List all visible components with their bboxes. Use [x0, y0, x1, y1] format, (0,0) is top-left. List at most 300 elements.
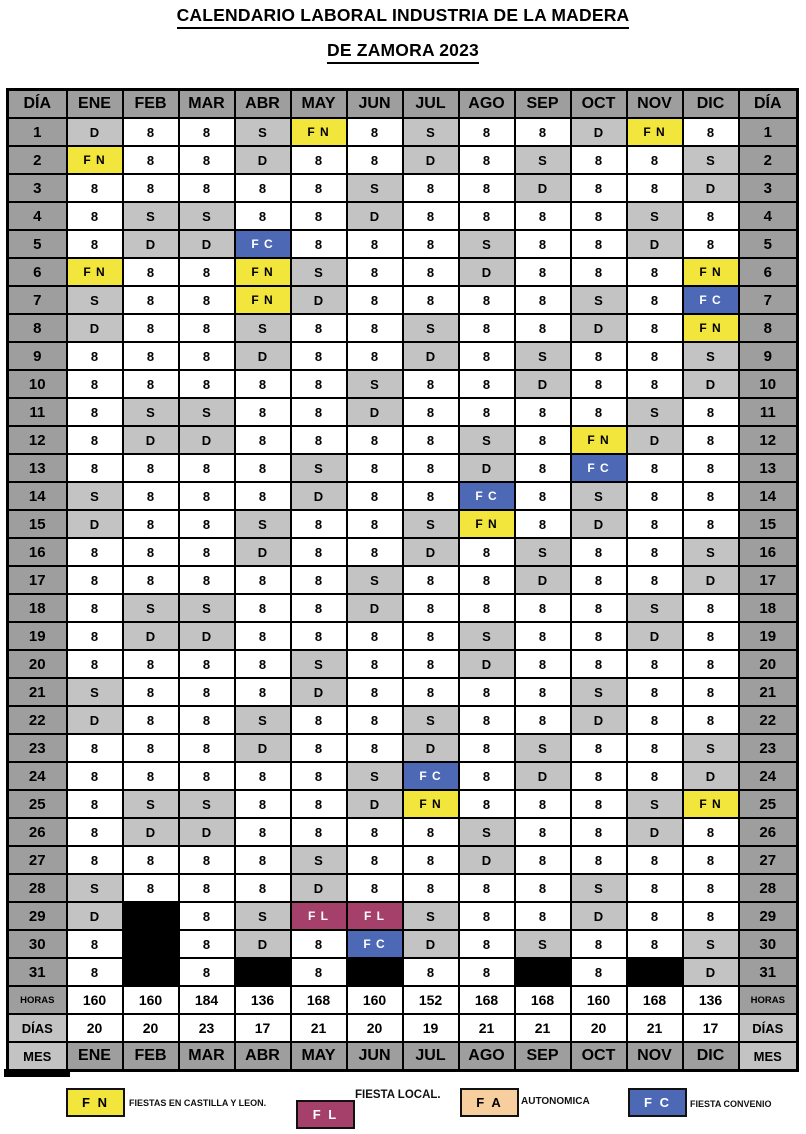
day-cell-dic-18: 8: [683, 594, 739, 622]
day-cell-may-25: 8: [291, 790, 347, 818]
day-cell-feb-1: 8: [123, 118, 179, 146]
day-cell-jul-21: 8: [403, 678, 459, 706]
day-cell-ago-14: F C: [459, 482, 515, 510]
day-cell-jul-24: F C: [403, 762, 459, 790]
day-cell-dic-25: F N: [683, 790, 739, 818]
day-cell-sep-29: 8: [515, 902, 571, 930]
day-cell-mar-1: 8: [179, 118, 235, 146]
day-cell-mar-12: D: [179, 426, 235, 454]
day-number: 31: [8, 958, 67, 986]
day-cell-ago-29: 8: [459, 902, 515, 930]
day-number: 17: [8, 566, 67, 594]
day-cell-ago-16: 8: [459, 538, 515, 566]
day-cell-sep-13: 8: [515, 454, 571, 482]
day-cell-jul-14: 8: [403, 482, 459, 510]
horas-label: HORAS: [739, 986, 798, 1014]
day-cell-may-9: 8: [291, 342, 347, 370]
day-cell-nov-9: 8: [627, 342, 683, 370]
day-cell-sep-26: 8: [515, 818, 571, 846]
day-cell-nov-10: 8: [627, 370, 683, 398]
day-cell-nov-30: 8: [627, 930, 683, 958]
day-cell-oct-6: 8: [571, 258, 627, 286]
day-cell-feb-20: 8: [123, 650, 179, 678]
day-cell-feb-14: 8: [123, 482, 179, 510]
day-cell-jul-20: 8: [403, 650, 459, 678]
day-number: 8: [739, 314, 798, 342]
day-cell-dic-5: 8: [683, 230, 739, 258]
day-cell-mar-31: 8: [179, 958, 235, 986]
day-cell-feb-10: 8: [123, 370, 179, 398]
day-cell-may-26: 8: [291, 818, 347, 846]
day-cell-ene-19: 8: [67, 622, 123, 650]
day-cell-ago-6: D: [459, 258, 515, 286]
horas-nov: 168: [627, 986, 683, 1014]
day-cell-ene-11: 8: [67, 398, 123, 426]
day-cell-mar-2: 8: [179, 146, 235, 174]
day-cell-feb-28: 8: [123, 874, 179, 902]
day-cell-jul-13: 8: [403, 454, 459, 482]
day-cell-mar-24: 8: [179, 762, 235, 790]
day-cell-dic-16: S: [683, 538, 739, 566]
day-cell-oct-2: 8: [571, 146, 627, 174]
day-number: 12: [739, 426, 798, 454]
day-cell-may-15: 8: [291, 510, 347, 538]
day-cell-dic-17: D: [683, 566, 739, 594]
day-number: 2: [739, 146, 798, 174]
day-cell-ago-5: S: [459, 230, 515, 258]
day-number: 6: [739, 258, 798, 286]
day-cell-nov-31: [627, 958, 683, 986]
day-cell-dic-19: 8: [683, 622, 739, 650]
day-cell-jun-1: 8: [347, 118, 403, 146]
day-cell-abr-10: 8: [235, 370, 291, 398]
day-cell-dic-27: 8: [683, 846, 739, 874]
day-cell-jun-28: 8: [347, 874, 403, 902]
day-cell-abr-3: 8: [235, 174, 291, 202]
day-cell-abr-23: D: [235, 734, 291, 762]
day-cell-jun-10: S: [347, 370, 403, 398]
day-cell-jul-16: D: [403, 538, 459, 566]
day-cell-dic-13: 8: [683, 454, 739, 482]
day-cell-jul-1: S: [403, 118, 459, 146]
month-header-sep: SEP: [515, 90, 571, 119]
day-cell-dic-4: 8: [683, 202, 739, 230]
day-number: 15: [739, 510, 798, 538]
day-cell-dic-31: D: [683, 958, 739, 986]
day-cell-mar-22: 8: [179, 706, 235, 734]
day-number: 24: [8, 762, 67, 790]
day-cell-jul-8: S: [403, 314, 459, 342]
legend-box-fl: F L: [296, 1100, 355, 1129]
day-cell-may-8: 8: [291, 314, 347, 342]
day-cell-jul-22: S: [403, 706, 459, 734]
day-corner-header: DÍA: [8, 90, 67, 119]
day-number: 1: [8, 118, 67, 146]
day-cell-jul-2: D: [403, 146, 459, 174]
day-cell-oct-21: S: [571, 678, 627, 706]
day-cell-ago-20: D: [459, 650, 515, 678]
day-cell-ene-15: D: [67, 510, 123, 538]
day-cell-dic-11: 8: [683, 398, 739, 426]
day-cell-nov-11: S: [627, 398, 683, 426]
day-number: 21: [739, 678, 798, 706]
day-cell-dic-28: 8: [683, 874, 739, 902]
day-cell-sep-17: D: [515, 566, 571, 594]
mes-feb: FEB: [123, 1042, 179, 1071]
day-number: 27: [8, 846, 67, 874]
day-number: 21: [8, 678, 67, 706]
day-cell-may-3: 8: [291, 174, 347, 202]
day-cell-ene-5: 8: [67, 230, 123, 258]
day-cell-abr-5: F C: [235, 230, 291, 258]
day-number: 18: [739, 594, 798, 622]
day-cell-ene-6: F N: [67, 258, 123, 286]
day-cell-abr-7: F N: [235, 286, 291, 314]
day-cell-jun-30: F C: [347, 930, 403, 958]
day-cell-ene-4: 8: [67, 202, 123, 230]
day-cell-sep-3: D: [515, 174, 571, 202]
day-cell-abr-15: S: [235, 510, 291, 538]
day-cell-mar-10: 8: [179, 370, 235, 398]
day-cell-sep-19: 8: [515, 622, 571, 650]
day-cell-nov-4: S: [627, 202, 683, 230]
day-cell-jul-15: S: [403, 510, 459, 538]
day-number: 3: [8, 174, 67, 202]
day-cell-may-10: 8: [291, 370, 347, 398]
day-cell-oct-1: D: [571, 118, 627, 146]
day-cell-feb-13: 8: [123, 454, 179, 482]
day-cell-sep-21: 8: [515, 678, 571, 706]
day-cell-ago-25: 8: [459, 790, 515, 818]
day-cell-mar-21: 8: [179, 678, 235, 706]
day-cell-oct-27: 8: [571, 846, 627, 874]
day-number: 3: [739, 174, 798, 202]
legend-box-fc: F C: [628, 1088, 687, 1117]
day-cell-jun-7: 8: [347, 286, 403, 314]
day-cell-may-6: S: [291, 258, 347, 286]
day-cell-sep-27: 8: [515, 846, 571, 874]
day-cell-ene-9: 8: [67, 342, 123, 370]
day-cell-feb-21: 8: [123, 678, 179, 706]
day-number: 30: [8, 930, 67, 958]
day-cell-oct-29: D: [571, 902, 627, 930]
day-number: 20: [739, 650, 798, 678]
month-header-mar: MAR: [179, 90, 235, 119]
day-cell-jun-16: 8: [347, 538, 403, 566]
day-cell-sep-5: 8: [515, 230, 571, 258]
day-cell-oct-17: 8: [571, 566, 627, 594]
day-cell-jul-23: D: [403, 734, 459, 762]
day-cell-dic-24: D: [683, 762, 739, 790]
day-cell-may-22: 8: [291, 706, 347, 734]
day-cell-sep-30: S: [515, 930, 571, 958]
day-cell-nov-23: 8: [627, 734, 683, 762]
day-cell-nov-20: 8: [627, 650, 683, 678]
day-cell-abr-19: 8: [235, 622, 291, 650]
day-number: 25: [8, 790, 67, 818]
day-cell-sep-20: 8: [515, 650, 571, 678]
day-cell-dic-15: 8: [683, 510, 739, 538]
day-cell-oct-12: F N: [571, 426, 627, 454]
day-cell-oct-10: 8: [571, 370, 627, 398]
day-cell-nov-21: 8: [627, 678, 683, 706]
day-cell-dic-10: D: [683, 370, 739, 398]
day-cell-sep-23: S: [515, 734, 571, 762]
day-number: 5: [739, 230, 798, 258]
day-cell-nov-14: 8: [627, 482, 683, 510]
day-cell-may-23: 8: [291, 734, 347, 762]
day-cell-sep-22: 8: [515, 706, 571, 734]
day-cell-jun-5: 8: [347, 230, 403, 258]
day-cell-sep-8: 8: [515, 314, 571, 342]
day-cell-feb-9: 8: [123, 342, 179, 370]
day-cell-abr-6: F N: [235, 258, 291, 286]
day-cell-abr-31: [235, 958, 291, 986]
day-cell-feb-31: [123, 958, 179, 986]
day-cell-mar-26: D: [179, 818, 235, 846]
day-cell-jun-25: D: [347, 790, 403, 818]
day-cell-may-11: 8: [291, 398, 347, 426]
day-cell-mar-23: 8: [179, 734, 235, 762]
day-cell-jul-10: 8: [403, 370, 459, 398]
day-number: 13: [739, 454, 798, 482]
dias-may: 21: [291, 1014, 347, 1042]
day-cell-dic-22: 8: [683, 706, 739, 734]
day-cell-jul-4: 8: [403, 202, 459, 230]
day-cell-dic-7: F C: [683, 286, 739, 314]
day-cell-sep-4: 8: [515, 202, 571, 230]
day-cell-feb-6: 8: [123, 258, 179, 286]
day-cell-feb-17: 8: [123, 566, 179, 594]
day-cell-feb-24: 8: [123, 762, 179, 790]
day-cell-mar-15: 8: [179, 510, 235, 538]
day-cell-oct-15: D: [571, 510, 627, 538]
day-cell-jun-27: 8: [347, 846, 403, 874]
day-cell-mar-13: 8: [179, 454, 235, 482]
day-cell-abr-14: 8: [235, 482, 291, 510]
day-cell-sep-25: 8: [515, 790, 571, 818]
day-cell-abr-30: D: [235, 930, 291, 958]
day-cell-mar-19: D: [179, 622, 235, 650]
day-cell-sep-15: 8: [515, 510, 571, 538]
day-cell-oct-11: 8: [571, 398, 627, 426]
day-number: 9: [739, 342, 798, 370]
day-cell-ago-3: 8: [459, 174, 515, 202]
day-cell-jun-26: 8: [347, 818, 403, 846]
day-cell-dic-14: 8: [683, 482, 739, 510]
day-cell-jul-12: 8: [403, 426, 459, 454]
day-cell-mar-9: 8: [179, 342, 235, 370]
day-cell-nov-29: 8: [627, 902, 683, 930]
day-cell-oct-7: S: [571, 286, 627, 314]
day-cell-mar-6: 8: [179, 258, 235, 286]
legend-label-fa: AUTONOMICA: [521, 1096, 590, 1107]
day-number: 29: [8, 902, 67, 930]
dias-ago: 21: [459, 1014, 515, 1042]
day-cell-abr-28: 8: [235, 874, 291, 902]
day-cell-feb-26: D: [123, 818, 179, 846]
day-cell-jul-3: 8: [403, 174, 459, 202]
dias-jul: 19: [403, 1014, 459, 1042]
dias-label: DÍAS: [739, 1014, 798, 1042]
page-title: [0, 0, 806, 73]
day-cell-dic-6: F N: [683, 258, 739, 286]
day-cell-oct-8: D: [571, 314, 627, 342]
month-header-nov: NOV: [627, 90, 683, 119]
day-cell-mar-29: 8: [179, 902, 235, 930]
day-cell-sep-1: 8: [515, 118, 571, 146]
day-cell-ago-18: 8: [459, 594, 515, 622]
day-cell-nov-7: 8: [627, 286, 683, 314]
day-cell-ago-8: 8: [459, 314, 515, 342]
day-cell-sep-28: 8: [515, 874, 571, 902]
mes-sep: SEP: [515, 1042, 571, 1071]
day-cell-ago-21: 8: [459, 678, 515, 706]
day-cell-nov-6: 8: [627, 258, 683, 286]
day-cell-mar-30: 8: [179, 930, 235, 958]
day-cell-ene-23: 8: [67, 734, 123, 762]
day-cell-ene-8: D: [67, 314, 123, 342]
horas-ago: 168: [459, 986, 515, 1014]
day-cell-mar-25: S: [179, 790, 235, 818]
day-cell-ago-9: 8: [459, 342, 515, 370]
day-number: 7: [739, 286, 798, 314]
day-cell-may-24: 8: [291, 762, 347, 790]
day-cell-jul-28: 8: [403, 874, 459, 902]
day-cell-jun-6: 8: [347, 258, 403, 286]
day-cell-abr-26: 8: [235, 818, 291, 846]
horas-jun: 160: [347, 986, 403, 1014]
day-cell-mar-4: S: [179, 202, 235, 230]
day-number: 23: [739, 734, 798, 762]
day-number: 2: [8, 146, 67, 174]
mes-abr: ABR: [235, 1042, 291, 1071]
horas-may: 168: [291, 986, 347, 1014]
day-cell-may-21: D: [291, 678, 347, 706]
mes-jul: JUL: [403, 1042, 459, 1071]
day-cell-dic-8: F N: [683, 314, 739, 342]
day-cell-ago-12: S: [459, 426, 515, 454]
day-cell-abr-18: 8: [235, 594, 291, 622]
day-cell-abr-17: 8: [235, 566, 291, 594]
horas-label: HORAS: [8, 986, 67, 1014]
day-cell-jun-15: 8: [347, 510, 403, 538]
day-cell-abr-8: S: [235, 314, 291, 342]
day-cell-feb-19: D: [123, 622, 179, 650]
day-number: 11: [8, 398, 67, 426]
day-cell-abr-1: S: [235, 118, 291, 146]
mes-label: MES: [739, 1042, 798, 1071]
month-header-dic: DIC: [683, 90, 739, 119]
day-cell-nov-27: 8: [627, 846, 683, 874]
day-cell-may-1: F N: [291, 118, 347, 146]
day-cell-ago-2: 8: [459, 146, 515, 174]
day-number: 11: [739, 398, 798, 426]
day-cell-ene-22: D: [67, 706, 123, 734]
day-cell-feb-23: 8: [123, 734, 179, 762]
day-corner-header: DÍA: [739, 90, 798, 119]
horas-abr: 136: [235, 986, 291, 1014]
day-cell-ago-23: 8: [459, 734, 515, 762]
day-cell-jun-19: 8: [347, 622, 403, 650]
dias-mar: 23: [179, 1014, 235, 1042]
legend-label-fl: FIESTA LOCAL.: [355, 1089, 441, 1101]
day-cell-nov-18: S: [627, 594, 683, 622]
day-cell-ago-31: 8: [459, 958, 515, 986]
day-number: 28: [8, 874, 67, 902]
day-number: 16: [8, 538, 67, 566]
day-cell-feb-7: 8: [123, 286, 179, 314]
day-number: 13: [8, 454, 67, 482]
day-cell-ene-26: 8: [67, 818, 123, 846]
day-cell-dic-20: 8: [683, 650, 739, 678]
dias-ene: 20: [67, 1014, 123, 1042]
day-cell-dic-21: 8: [683, 678, 739, 706]
day-cell-jul-26: 8: [403, 818, 459, 846]
day-cell-jul-25: F N: [403, 790, 459, 818]
day-cell-feb-2: 8: [123, 146, 179, 174]
day-cell-sep-9: S: [515, 342, 571, 370]
day-cell-jun-31: [347, 958, 403, 986]
day-cell-jul-9: D: [403, 342, 459, 370]
day-cell-nov-2: 8: [627, 146, 683, 174]
legend-label-fn: FIESTAS EN CASTILLA Y LEON.: [129, 1098, 267, 1108]
day-cell-ago-27: D: [459, 846, 515, 874]
day-cell-ene-17: 8: [67, 566, 123, 594]
day-number: 28: [739, 874, 798, 902]
day-cell-oct-24: 8: [571, 762, 627, 790]
day-cell-feb-16: 8: [123, 538, 179, 566]
day-cell-feb-18: S: [123, 594, 179, 622]
day-cell-ene-2: F N: [67, 146, 123, 174]
day-cell-nov-17: 8: [627, 566, 683, 594]
day-number: 31: [739, 958, 798, 986]
day-cell-oct-18: 8: [571, 594, 627, 622]
day-cell-oct-28: S: [571, 874, 627, 902]
day-number: 20: [8, 650, 67, 678]
day-cell-mar-20: 8: [179, 650, 235, 678]
day-cell-sep-18: 8: [515, 594, 571, 622]
day-cell-jun-29: F L: [347, 902, 403, 930]
day-cell-abr-20: 8: [235, 650, 291, 678]
day-cell-jun-4: D: [347, 202, 403, 230]
day-cell-abr-11: 8: [235, 398, 291, 426]
day-cell-dic-30: S: [683, 930, 739, 958]
day-number: 26: [739, 818, 798, 846]
day-cell-oct-26: 8: [571, 818, 627, 846]
day-cell-abr-21: 8: [235, 678, 291, 706]
day-cell-ago-10: 8: [459, 370, 515, 398]
day-cell-jun-20: 8: [347, 650, 403, 678]
day-cell-ago-24: 8: [459, 762, 515, 790]
day-cell-oct-16: 8: [571, 538, 627, 566]
mes-dic: DIC: [683, 1042, 739, 1071]
day-number: 9: [8, 342, 67, 370]
day-cell-feb-25: S: [123, 790, 179, 818]
day-cell-jun-8: 8: [347, 314, 403, 342]
day-cell-may-2: 8: [291, 146, 347, 174]
day-cell-jun-23: 8: [347, 734, 403, 762]
month-header-jun: JUN: [347, 90, 403, 119]
day-cell-jun-21: 8: [347, 678, 403, 706]
month-header-oct: OCT: [571, 90, 627, 119]
day-number: 8: [8, 314, 67, 342]
day-cell-jun-22: 8: [347, 706, 403, 734]
legend-box-fn: F N: [66, 1088, 125, 1117]
title-line-2: DE ZAMORA 2023: [327, 40, 479, 64]
day-cell-abr-22: S: [235, 706, 291, 734]
month-header-ago: AGO: [459, 90, 515, 119]
